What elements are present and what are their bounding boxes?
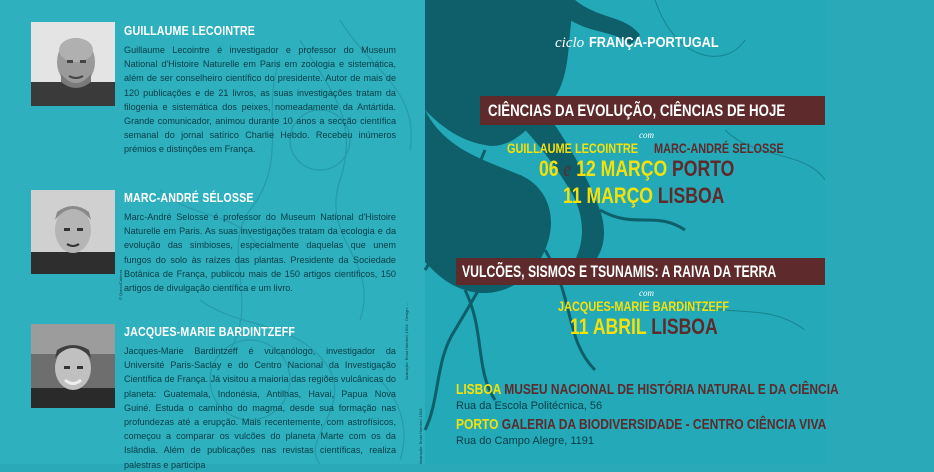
ciclo-name: FRANÇA-PORTUGAL	[589, 34, 719, 51]
event2-speaker-wrap	[558, 298, 777, 314]
event1-city-lisboa: LISBOA	[657, 183, 725, 208]
photo-credit: © Quinn/Cabrera	[118, 269, 123, 300]
event1-speaker1: GUILLAUME LECOINTRE	[507, 140, 639, 156]
event1-lisboa-date	[563, 183, 765, 209]
illustration-credit: Ilustração: Ernst Haeckel, 1904 · Design: ...	[404, 302, 409, 380]
event2-date-line	[570, 314, 755, 340]
event2-title: VULCÕES, SISMOS E TSUNAMIS: A RAIVA DA TERRA	[462, 262, 777, 281]
event1-city-porto: PORTO	[672, 156, 735, 181]
bio-jacques-marie-bardintzeff	[124, 324, 396, 472]
event1-date-lisboa: 11 MARÇO	[563, 183, 653, 208]
event2-city: LISBOA	[651, 314, 718, 339]
event1-date2: 12 MARÇO	[576, 156, 668, 181]
photo-marc-andre-selosse	[31, 190, 115, 274]
speaker-bio: Jacques-Marie Bardintzeff é vulcanólogo, investigador da Université Paris-Saclay e do Centro Nacional da Investigação Científica de França. Já visitou a maioria das regiões vulcânicas do planeta: Guatemala, Indonésia, Antilhas, Havai, Papua Nova Guiné. Estuda o caminho do magma, desde sua formação nas profundezas até a erupção. Mais recentemente, com astrofísicos, começou a comparar os vulcões do planeta Marte com os da Islândia. Além de publicações nas revistas científicas, realiza palestras e participa	[124, 346, 396, 470]
venue-porto-address: Rua do Campo Alegre, 1191	[456, 435, 594, 447]
event1-title-banner	[480, 96, 825, 125]
event1-speaker2-wrap	[654, 140, 820, 156]
edge-credit: Ilustração: Ernst Haeckel, 1904	[418, 408, 423, 464]
event1-speaker2: MARC-ANDRÉ SELOSSE	[654, 140, 784, 156]
venue-lisboa-name: MUSEU NACIONAL DE HISTÓRIA NATURAL E DA CIÊNCIA	[504, 381, 839, 398]
event2-com: com	[639, 288, 654, 298]
photo-guillaume-lecointre	[31, 22, 115, 106]
event2-speaker: JACQUES-MARIE BARDINTZEFF	[558, 298, 730, 314]
ciclo-heading	[555, 34, 742, 52]
speaker-bio: Marc-André Selosse é professor do Museum National d'Histoire Naturelle em Paris. As suas investigações tratam da ecologia e da evolução das simbioses, especialmente daquelas que unem fungos do solo às raízes das plantas. Presidente da Sociedade Botânica de França, publicou mais de 150 artigos científicos, 150 artigos de divulgação científica e um livro.	[124, 212, 396, 294]
venue-porto-city: PORTO	[456, 416, 499, 433]
event1-date1: 06	[539, 156, 559, 181]
event1-and: e	[563, 156, 572, 181]
venue-lisboa-city: LISBOA	[456, 381, 501, 398]
event2-title-banner	[456, 258, 825, 285]
venue-porto-name: GALERIA DA BIODIVERSIDADE - CENTRO CIÊNCIA VIVA	[501, 416, 827, 433]
venue-lisboa-address: Rua da Escola Politécnica, 56	[456, 400, 603, 412]
speakers-panel	[0, 0, 425, 470]
bio-marc-andre-selosse	[124, 190, 396, 295]
bio-guillaume-lecointre	[124, 23, 396, 157]
venue-porto	[456, 416, 919, 433]
speaker-name: JACQUES-MARIE BARDINTZEFF	[124, 324, 296, 339]
event2-date: 11 ABRIL	[570, 314, 647, 339]
speaker-name: GUILLAUME LECOINTRE	[124, 23, 256, 38]
event1-speakers	[507, 140, 675, 156]
speaker-name: MARC-ANDRÉ SÉLOSSE	[124, 190, 254, 205]
venue-lisboa	[456, 381, 934, 398]
event1-porto-dates	[539, 156, 783, 182]
photo-jacques-marie-bardintzeff	[31, 324, 115, 408]
speaker-bio: Guillaume Lecointre é investigador e professor do Museum National d'Histoire Naturelle em Paris em zoologia e sistemática, além de ser conselheiro científico do presidente. Autor de mais de 120 publicações e de 21 livros, as suas investigações tratam da filogenia e sistemática dos peixes, nomeadamente da Antártida. Grande comunicador, animou durante 10 anos a secção científica semanal do jornal satírico Charlie Hebdo. Recebeu inúmeros prémios e distinções em França.	[124, 45, 396, 155]
event1-title: CIÊNCIAS DA EVOLUÇÃO, CIÊNCIAS DE HOJE	[488, 101, 786, 120]
event1-com: com	[639, 130, 654, 140]
ciclo-label: ciclo	[555, 35, 585, 51]
